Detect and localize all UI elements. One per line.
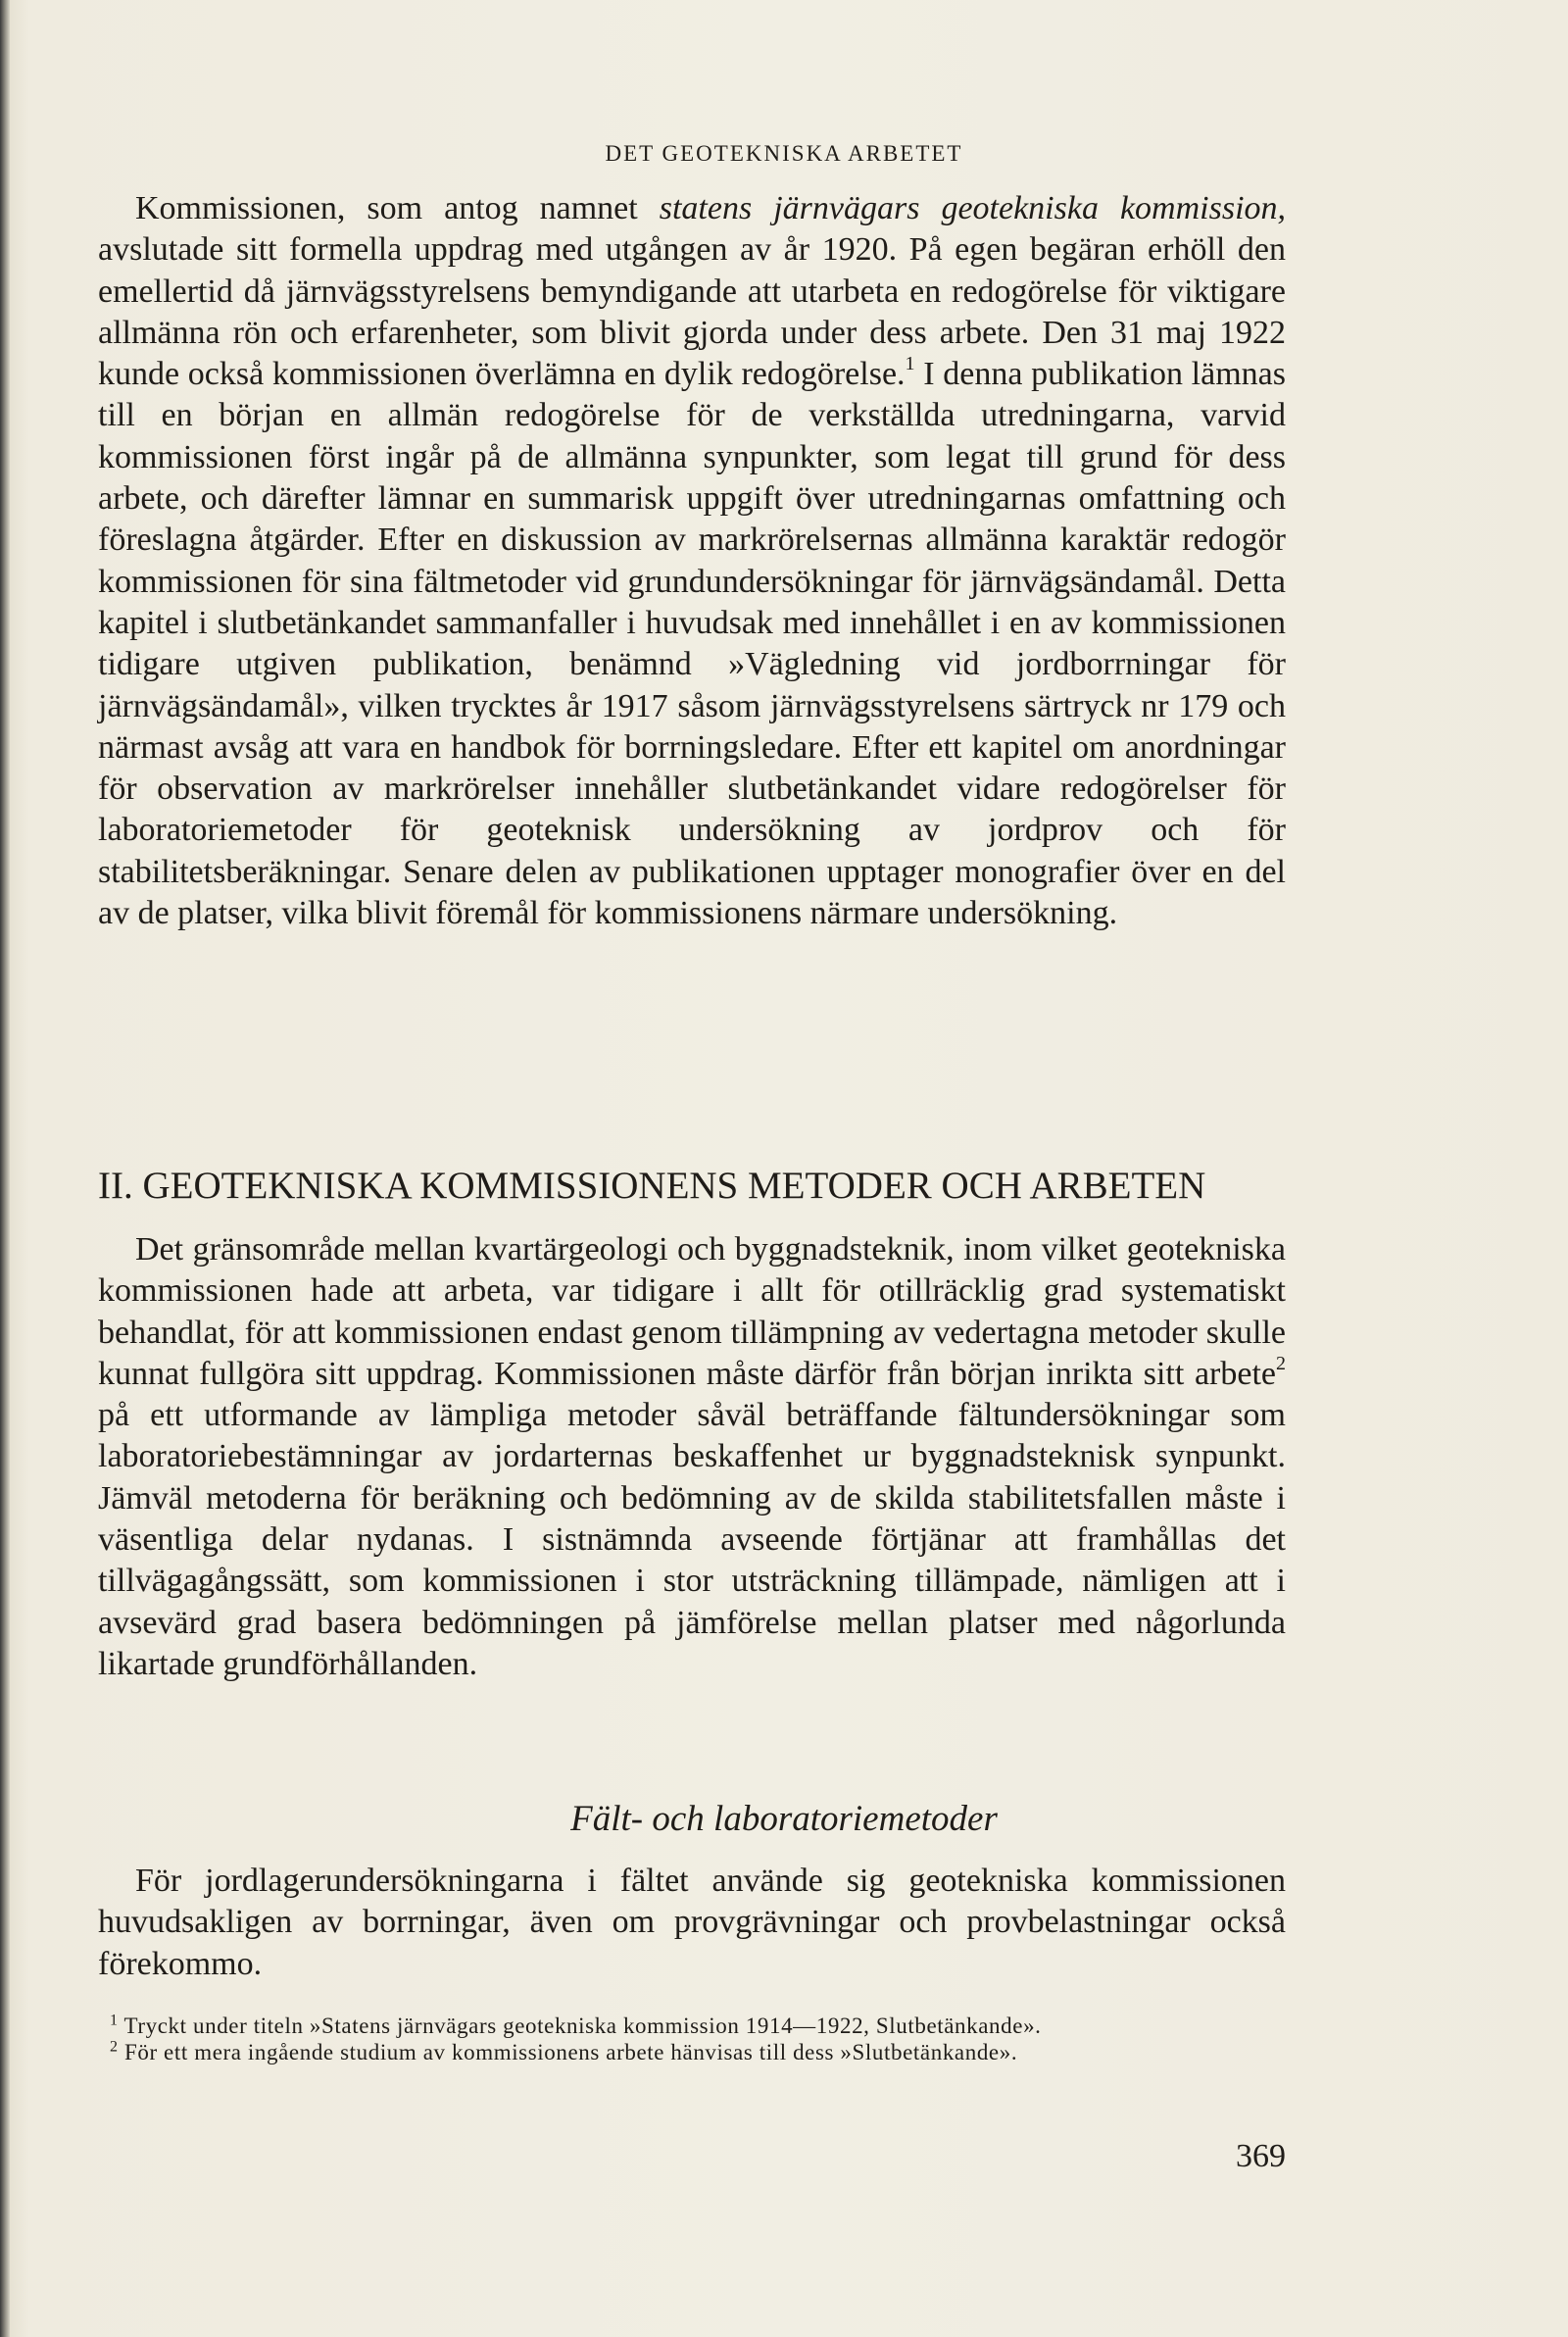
- footnote-ref-1: 1: [905, 352, 915, 374]
- paragraph-1-start: Kommissionen, som antog namnet: [135, 190, 660, 226]
- body-paragraph-3: [98, 1861, 1286, 1985]
- footnote-1-mark: 1: [110, 2012, 119, 2029]
- book-spine-shadow: [0, 0, 10, 2337]
- footnote-2-text: För ett mera ingående studium av kommissionens arbete hänvisas till dess »Slutbetänkande».: [118, 2039, 1018, 2064]
- footnote-ref-2: 2: [1276, 1352, 1286, 1374]
- body-paragraph-1: [98, 188, 1286, 934]
- footnote-1: [110, 2014, 1286, 2040]
- running-head: DET GEOTEKNISKA ARBETET: [605, 141, 963, 166]
- paragraph-1-continued: I denna publikation lämnas till en början en allmän redogörelse för de verkställda utredningarna, varvid kommissionen först ingår på de allmänna synpunkter, som legat till grund för dess arbete, och därefter lämnar en summarisk uppgift över utredningarnas omfattning och föreslagna åtgärder. Efter en diskussion av markrörelsernas allmänna karaktär redogör kommissionen för sina fältmetoder vid grundundersökningar för järnvägsändamål. Detta kapitel i slutbetänkandet sammanfaller i huvudsak med innehållet i en av kommissionen tidigare utgiven publikation, benämnd »Vägledning vid jordborrningar för järnvägsändamål», vilken trycktes år 1917 såsom järnvägsstyrelsens särtryck nr 179 och närmast avsåg att vara en handbok för borrningsledare. Efter ett kapitel om anordningar för observation av markrörelser innehåller slutbetänkandet vidare redogörelser för laboratoriemetoder för geoteknisk undersökning av jordprov och för stabilitetsberäkningar. Senare delen av publikationen upptager monografier över en del av de platser, vilka blivit föremål för kommissionens närmare undersökning.: [98, 356, 1286, 932]
- footnotes: [110, 2014, 1286, 2065]
- section-heading: II. GEOTEKNISKA KOMMISSIONENS METODER OCH ARBETEN: [98, 1165, 1206, 1207]
- commission-name-italic: statens järnvägars geotekniska kommission,: [659, 190, 1287, 226]
- footnote-1-text: Tryckt under titeln »Statens järnvägars geotekniska kommission 1914—1922, Slutbetänkande».: [118, 2014, 1042, 2038]
- paragraph-3-text: För jordlagerundersökningarna i fältet använde sig geotekniska kommissionen huvudsakligen av borrningar, även om provgrävningar och provbelastningar också förekommo.: [98, 1863, 1286, 1982]
- paragraph-2-text: Det gränsområde mellan kvartärgeologi och byggnadsteknik, inom vilket geotekniska kommissionen hade att arbeta, var tidigare i allt för otillräcklig grad systematiskt behandlat, för att kommissionen endast genom tillämpning av vedertagna metoder skulle kunnat fullgöra sitt uppdrag. Kommissionen måste därför från början inrikta sitt arbete: [98, 1231, 1286, 1392]
- paragraph-1-text: avslutade sitt formella uppdrag med utgången av år 1920. På egen begäran erhöll den emellertid då järnvägsstyrelsens bemyndigande att utarbeta en redogörelse för viktigare allmänna rön och erfarenheter, som blivit gjorda under dess arbete. Den 31 maj 1922 kunde också kommissionen överlämna en dylik redogörelse.: [98, 231, 1286, 393]
- paragraph-2-continued: på ett utformande av lämpliga metoder såväl beträffande fältundersökningar som laboratoriebestämningar av jordarternas beskaffenhet ur byggnadsteknisk synpunkt. Jämväl metoderna för beräkning och bedömning av de skilda stabilitetsfallen måste i väsentliga delar nydanas. I sistnämnda avseende förtjänar att framhållas det tillvägagångssätt, som kommissionen i stor utsträckning tillämpade, nämligen att i avsevärd grad basera bedömningen på jämförelse mellan platser med någorlunda likartade grundförhållanden.: [98, 1397, 1286, 1682]
- sub-heading: Fält- och laboratoriemetoder: [570, 1799, 998, 1839]
- footnote-2-mark: 2: [110, 2037, 119, 2055]
- footnote-2: [110, 2037, 1286, 2066]
- page-number: 369: [1236, 2138, 1286, 2174]
- body-paragraph-2: [98, 1229, 1286, 1685]
